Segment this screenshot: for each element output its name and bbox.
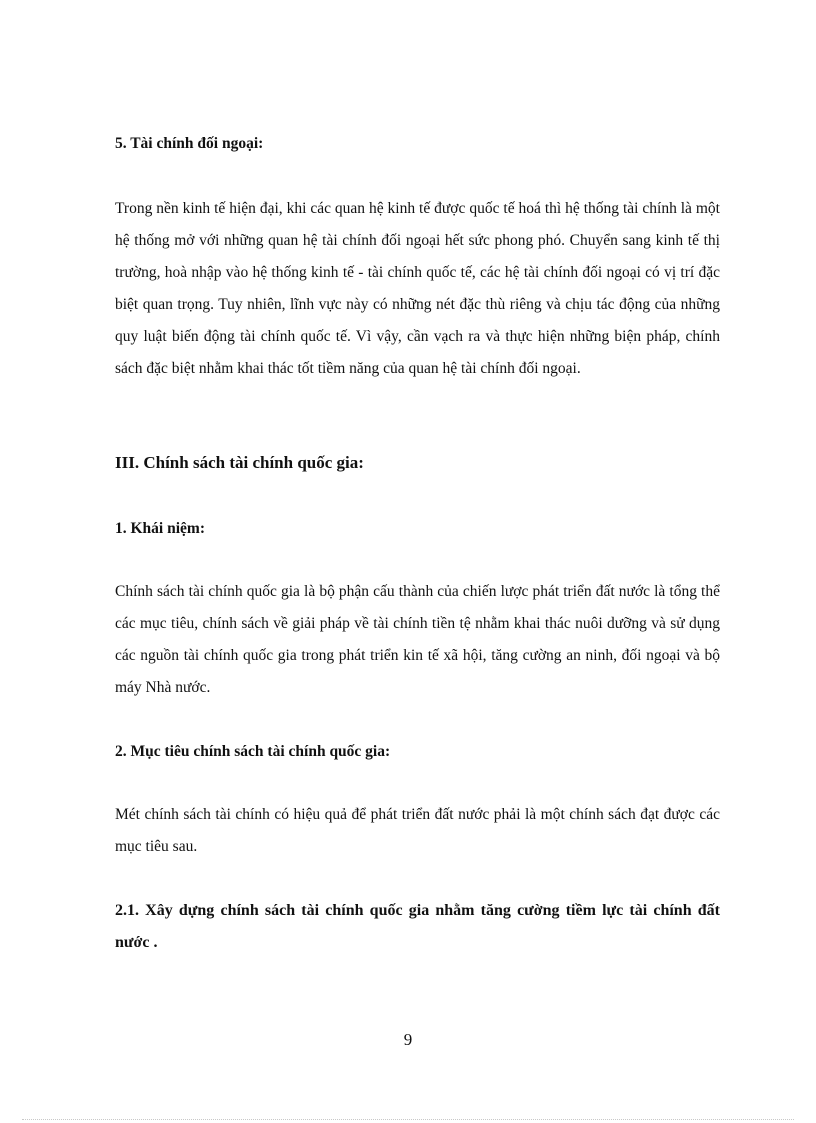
section-iii-heading: III. Chính sách tài chính quốc gia: <box>115 453 364 472</box>
section-5-paragraph: Trong nền kinh tế hiện đại, khi các quan hệ kinh tế được quốc tế hoá thì hệ thống tài chính là một hệ thống mở với những quan hệ tài chính đối ngoại hết sức phong phó. Chuyển sang kinh tế thị trường, hoà nhập vào hệ thống kinh tế - tài chính quốc tế, các hệ tài chính đối ngoại có vị trí đặc biệt quan trọng. Tuy nhiên, lĩnh vực này có những nét đặc thù riêng và chịu tác động của những quy luật biến động tài chính quốc tế. Vì vậy, cần vạch ra và thực hiện những biện pháp, chính sách đặc biệt nhằm khai thác tốt tiềm năng của quan hệ tài chính đối ngoại. <box>115 200 720 377</box>
page-number: 9 <box>403 1030 413 1049</box>
concept-heading: 1. Khái niệm: <box>115 520 205 537</box>
goals-paragraph: Mét chính sách tài chính có hiệu quả để phát triển đất nước phải là một chính sách đạt được các mục tiêu sau. <box>115 806 720 855</box>
section-5-heading: 5. Tài chính đối ngoại: <box>115 135 264 152</box>
concept-paragraph: Chính sách tài chính quốc gia là bộ phận cấu thành của chiến lược phát triển đất nước là tổng thể các mục tiêu, chính sách về giải pháp về tài chính tiền tệ nhằm khai thác nuôi dưỡng và sử dụng các nguồn tài chính quốc gia trong phát triển kin tế xã hội, tăng cường an ninh, đối ngoại và bộ máy Nhà nước. <box>115 583 720 696</box>
page-bottom-divider <box>22 1119 794 1120</box>
goals-heading: 2. Mục tiêu chính sách tài chính quốc gia: <box>115 743 391 760</box>
goals-sub-heading-2-1: 2.1. Xây dựng chính sách tài chính quốc gia nhằm tăng cường tiềm lực tài chính đất nước . <box>115 902 720 951</box>
